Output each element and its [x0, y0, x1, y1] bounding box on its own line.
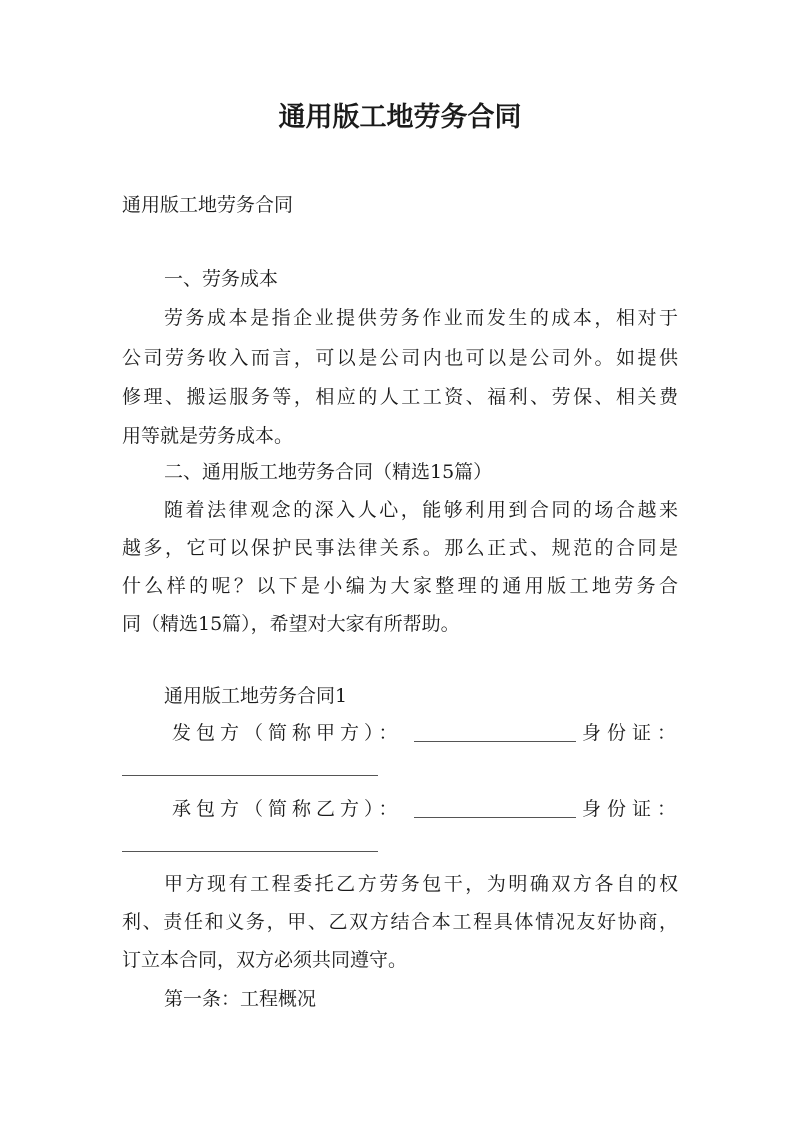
party-b-id-blank	[122, 851, 378, 852]
document-title: 通用版工地劳务合同	[278, 102, 522, 133]
party-a-id-blank	[122, 775, 378, 776]
party-b-blank	[414, 817, 576, 818]
paragraph-line: 订立本合同，双方必须共同遵守。	[122, 949, 408, 971]
paragraph-line: 随着法律观念的深入人心，能够利用到合同的场合越来	[164, 499, 678, 521]
party-a-id-label: 身份证：	[582, 722, 683, 744]
paragraph-line: 用等就是劳务成本。	[122, 425, 294, 447]
party-a-blank	[414, 741, 576, 742]
paragraph-line: 修理、搬运服务等，相应的人工工资、福利、劳保、相关费	[122, 386, 678, 408]
paragraph-line: 什么样的呢？以下是小编为大家整理的通用版工地劳务合	[122, 575, 678, 597]
paragraph-line: 利、责任和义务，甲、乙双方结合本工程具体情况友好协商，	[122, 911, 678, 933]
section-heading-contract: 二、通用版工地劳务合同（精选15篇）	[164, 461, 493, 483]
paragraph-line: 公司劳务收入而言，可以是公司内也可以是公司外。如提供	[122, 347, 678, 369]
paragraph-line: 劳务成本是指企业提供劳务作业而发生的成本，相对于	[164, 307, 678, 329]
document-subtitle: 通用版工地劳务合同	[122, 194, 294, 216]
paragraph-line: 甲方现有工程委托乙方劳务包干，为明确双方各自的权	[164, 873, 678, 895]
contract-heading: 通用版工地劳务合同1	[164, 685, 348, 707]
party-b-id-label: 身份证：	[582, 798, 683, 820]
party-b-label: 承包方（简称乙方）：	[172, 798, 403, 820]
section-heading-labor-cost: 一、劳务成本	[164, 268, 279, 290]
article-heading: 第一条：工程概况	[164, 988, 317, 1010]
party-a-label: 发包方（简称甲方）：	[172, 722, 403, 744]
paragraph-line: 越多，它可以保护民事法律关系。那么正式、规范的合同是	[122, 537, 678, 559]
paragraph-line: 同（精选15篇），希望对大家有所帮助。	[122, 613, 460, 635]
